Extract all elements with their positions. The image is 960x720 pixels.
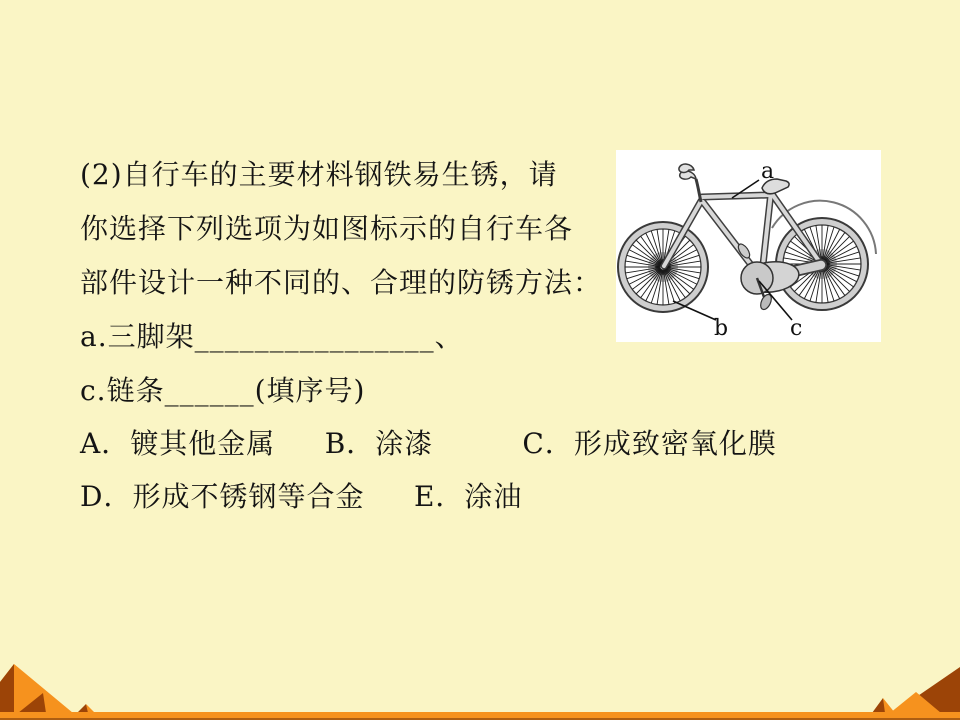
bottom-bar — [0, 712, 960, 718]
blank-line-c: c.链条______(填序号) — [80, 374, 366, 407]
triangle-left-brown-face — [0, 664, 14, 713]
bicycle-figure — [616, 150, 881, 342]
question-line-1: (2)自行车的主要材料钢铁易生锈，请 — [80, 158, 558, 191]
blank-line-a: a.三脚架________________、 — [80, 320, 464, 353]
label-a: a — [761, 159, 775, 184]
label-c: c — [790, 316, 803, 341]
options-row-1: A．镀其他金属 B．涂漆 C．形成致密氧化膜 — [80, 427, 777, 460]
options-row-2: D．形成不锈钢等合金 E．涂油 — [80, 480, 523, 513]
label-b: b — [714, 316, 729, 341]
bicycle-illustration — [616, 150, 881, 342]
question-line-2: 你选择下列选项为如图标示的自行车各 — [80, 212, 574, 245]
question-line-3: 部件设计一种不同的、合理的防锈方法： — [80, 266, 603, 299]
bottom-decoration — [0, 660, 960, 720]
